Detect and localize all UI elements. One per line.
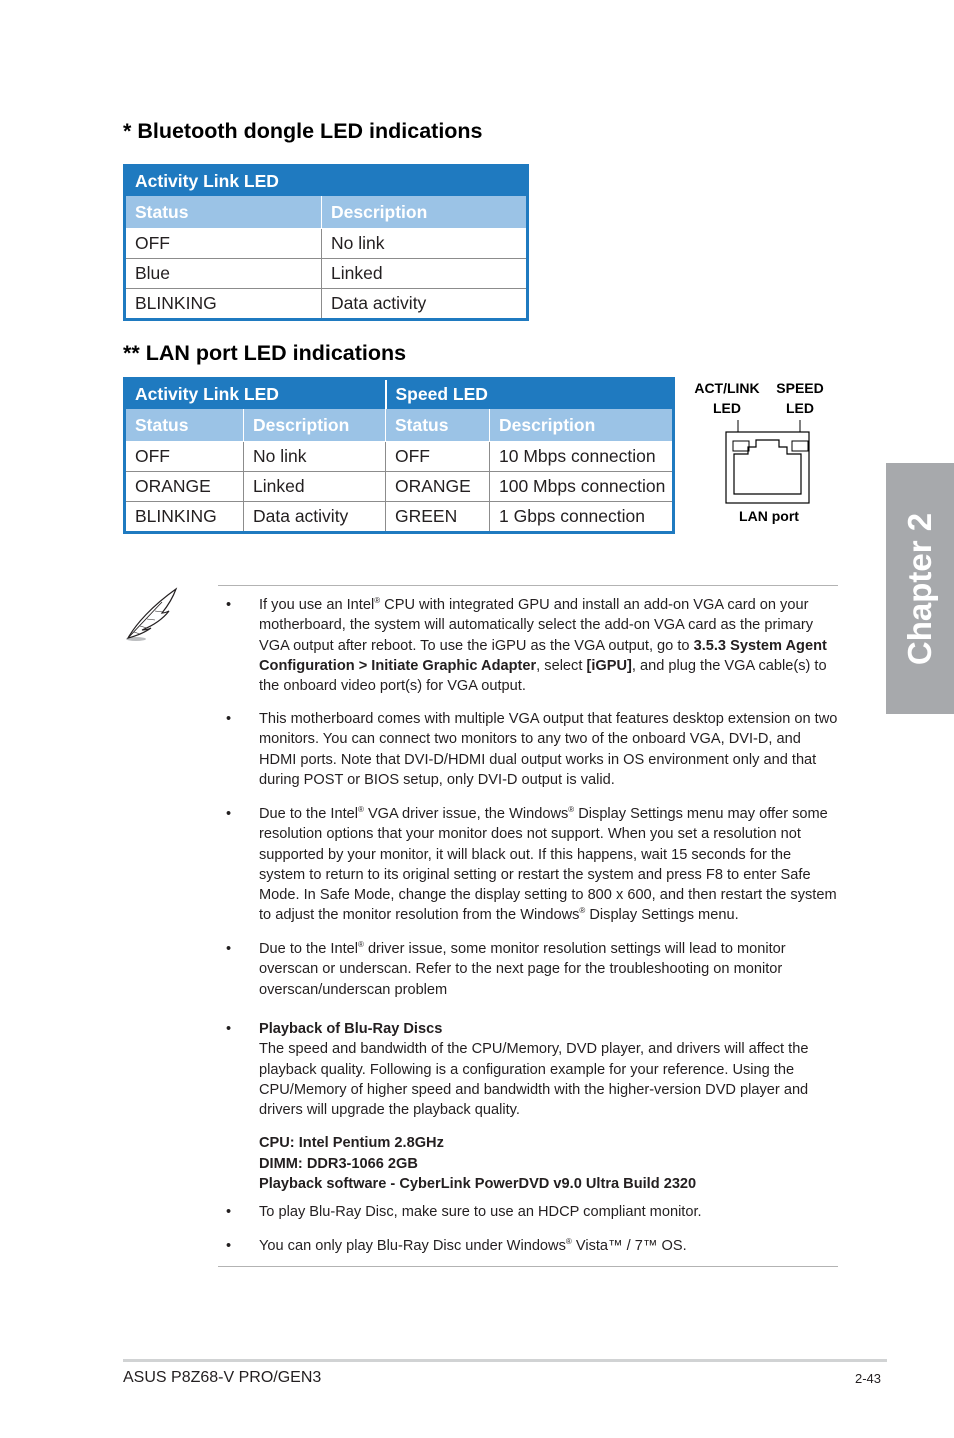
menu-path: 3.5.3 System Agent Configuration > Initiate Graphic Adapter	[259, 637, 827, 674]
table-row	[125, 289, 528, 320]
col-header-status: Status	[125, 196, 322, 229]
note-text	[259, 1019, 841, 1194]
spacer	[259, 1120, 841, 1133]
speed-status-cell: ORANGE	[386, 472, 490, 502]
bluetooth-heading: * Bluetooth dongle LED indications	[123, 119, 483, 143]
note-item	[226, 804, 841, 926]
note-text	[259, 939, 841, 1000]
footer-product-name: ASUS P8Z68-V PRO/GEN3	[123, 1369, 322, 1386]
speed-label-line1: SPEED	[776, 380, 824, 396]
note-body: The speed and bandwidth of the CPU/Memory, DVD player, and drivers will affect the playback quality. Following is a configuration example for your reference. Using the CPU/Memory of higher speed and bandwidth with the higher-version DVD player and drivers will upgrade the playback quality.	[259, 1041, 809, 1119]
bullet: •	[226, 711, 232, 727]
speed-description-cell: 10 Mbps connection	[490, 442, 674, 472]
act-status-cell: BLINKING	[125, 502, 244, 533]
config-dimm: DIMM: DDR3-1066 2GB	[259, 1155, 418, 1172]
quill-pen-icon	[122, 586, 182, 644]
notes-bottom-divider	[218, 1266, 838, 1267]
registered-mark: ®	[374, 596, 381, 605]
act-description-cell: No link	[244, 442, 386, 472]
note-text	[259, 595, 841, 696]
bullet: •	[226, 941, 232, 957]
description-cell: Data activity	[322, 289, 528, 320]
text-span: Due to the Intel	[259, 806, 358, 822]
col-header-description: Description	[322, 196, 528, 229]
lan-port-icon	[688, 414, 838, 510]
bullet: •	[226, 1204, 232, 1220]
status-cell: Blue	[125, 259, 322, 289]
text-span: Display Settings menu may offer some resolution options that your monitor does not support. When you set a resolution not supported by your monitor, it will black out. If this happens, wait 15 seconds for the system to return to its original setting or restart the system and press F8 to enter Safe Mode. In Safe Mode, change the display setting to 800 x 600, and then restart the system to adjust the monitor resolution from the Windows	[259, 806, 837, 924]
note-item	[226, 1236, 841, 1256]
bullet: •	[226, 1238, 232, 1254]
chapter-label: Chapter 2	[901, 512, 938, 665]
col-header-status: Status	[386, 409, 490, 442]
lan-port-label: LAN port	[739, 508, 799, 524]
chapter-tab	[886, 463, 954, 714]
note-text: This motherboard comes with multiple VGA output that features desktop extension on two monitors. You can connect two monitors to any two of the onboard VGA, DVI-D, and HDMI ports. Note that DVI-D/HDMI dual output works in OS environment only and that during POST or BIOS setup, only DVI-D output is valid.	[259, 711, 838, 788]
note-item	[226, 1019, 841, 1194]
speed-status-cell: GREEN	[386, 502, 490, 533]
registered-mark: ®	[357, 805, 364, 814]
table-column-header-row	[125, 409, 674, 442]
speed-led-label	[768, 378, 832, 418]
text-span: VGA driver issue, the Windows	[363, 806, 569, 822]
table-group-header-row	[125, 379, 674, 409]
lan-port-diagram	[688, 378, 838, 528]
table-row	[125, 259, 528, 289]
speed-status-cell: OFF	[386, 442, 490, 472]
lan-heading: ** LAN port LED indications	[123, 341, 407, 365]
footer-page-number: 2-43	[855, 1371, 882, 1386]
text-span: You can only play Blu-Ray Disc under Windows	[259, 1238, 566, 1254]
speed-label-line2: LED	[786, 400, 814, 416]
registered-mark: ®	[565, 1237, 572, 1246]
col-header-status: Status	[125, 409, 244, 442]
text-span: Vista™ / 7™ OS.	[571, 1238, 687, 1254]
text-span: , and plug the VGA cable(s) to the onboard video port(s) for VGA output.	[259, 657, 827, 695]
status-cell: BLINKING	[125, 289, 322, 320]
registered-mark: ®	[568, 805, 575, 814]
note-item	[226, 939, 841, 1000]
description-cell: Linked	[322, 259, 528, 289]
text-span: Display Settings menu.	[585, 907, 739, 924]
act-description-cell: Linked	[244, 472, 386, 502]
footer-divider	[123, 1359, 887, 1362]
description-cell: No link	[322, 229, 528, 259]
note-text	[259, 1236, 841, 1256]
act-link-label-line2: LED	[713, 400, 741, 416]
bullet: •	[226, 806, 232, 822]
text-span: driver issue, some monitor resolution settings will lead to monitor overscan or underscan. Refer to the next page for the troubleshooting on monitor overscan/underscan problem	[259, 941, 786, 998]
registered-mark: ®	[357, 940, 364, 949]
table-row	[125, 442, 674, 472]
notes-top-divider	[218, 585, 838, 586]
col-header-description: Description	[490, 409, 674, 442]
text-span: , select	[536, 657, 587, 674]
group-label-activity-link: Activity Link LED	[125, 166, 528, 196]
speed-description-cell: 1 Gbps connection	[490, 502, 674, 533]
table-row	[125, 502, 674, 533]
act-status-cell: ORANGE	[125, 472, 244, 502]
config-software: Playback software - CyberLink PowerDVD v9.0 Ultra Build 2320	[259, 1176, 697, 1193]
act-description-cell: Data activity	[244, 502, 386, 533]
table-group-header-row	[125, 166, 528, 196]
act-link-led-label	[688, 378, 766, 418]
text-span: If you use an Intel	[259, 597, 375, 613]
bullet: •	[226, 1021, 232, 1037]
table-column-header-row	[125, 196, 528, 229]
table-row	[125, 229, 528, 259]
group-label-speed: Speed LED	[386, 379, 674, 409]
bullet: •	[226, 597, 232, 613]
note-text: To play Blu-Ray Disc, make sure to use an HDCP compliant monitor.	[259, 1204, 702, 1220]
col-header-description: Description	[244, 409, 386, 442]
note-text	[259, 804, 841, 926]
status-cell: OFF	[125, 229, 322, 259]
note-item	[226, 1202, 841, 1222]
group-label-activity-link: Activity Link LED	[125, 379, 386, 409]
text-span: CPU with integrated GPU and install an add-on VGA card on your motherboard, the system will automatically select the add-on VGA card as the primary VGA output after reboot. To use the iGPU as the VGA output, go to	[259, 597, 813, 654]
note-item	[226, 595, 841, 696]
note-item	[226, 709, 841, 790]
speed-description-cell: 100 Mbps connection	[490, 472, 674, 502]
text-span: Due to the Intel	[259, 941, 358, 957]
bluetooth-led-table	[123, 164, 529, 321]
lan-led-table	[123, 377, 675, 534]
config-cpu: CPU: Intel Pentium 2.8GHz	[259, 1135, 444, 1152]
table-row	[125, 472, 674, 502]
note-title: Playback of Blu-Ray Discs	[259, 1021, 443, 1037]
act-link-label-line1: ACT/LINK	[694, 380, 760, 396]
igpu-option: [iGPU]	[586, 657, 632, 674]
act-status-cell: OFF	[125, 442, 244, 472]
registered-mark: ®	[579, 906, 586, 916]
